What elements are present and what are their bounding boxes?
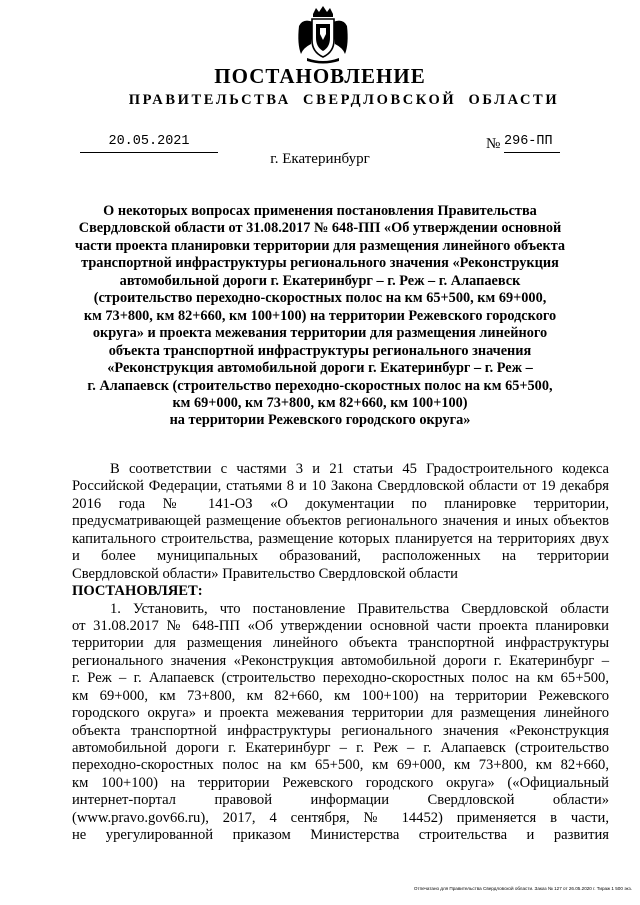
body-line: предусматривающей размещение объектов регионального значения и иных объектов [72, 513, 609, 530]
subject-line: «Реконструкция автомобильной дороги г. Екатеринбург – г. Реж – [107, 360, 533, 377]
subject-line: Свердловской области от 31.08.2017 № 648-ПП «Об утверждении основной [78, 220, 562, 237]
number-sign: № [486, 136, 501, 152]
subject-line: О некоторых вопросах применения постановления Правительства [103, 203, 537, 219]
subject-line: (строительство переходно-скоростных полос на км 65+500, км 69+000, [93, 290, 547, 307]
document-title: ПОСТАНОВЛЕНИЕ [214, 64, 426, 88]
body-line: км 100+100) на территории Режевского городского округа» («Официальный [72, 774, 609, 791]
document-subject [0, 203, 640, 430]
body-line: г. Реж – г. Алапаевск (строительство переходно-скоростных полос на км 65+500, [72, 670, 609, 687]
subject-line: округа» и проекта межевания территории для размещения линейного [92, 325, 548, 342]
body-line: автомобильной дороги г. Екатеринбург – г. Реж – г. Алапаевск (строительство [72, 740, 609, 756]
body-line: регионального значения «Реконструкция автомобильной дороги г. Екатеринбург – [72, 652, 609, 669]
body-line: не урегулированной приказом Министерства строительства и развития [72, 827, 609, 844]
subject-line: объекта транспортной инфраструктуры регионального значения [108, 342, 532, 359]
body-line: интернет-портал правовой информации Свердловской области» [72, 792, 609, 809]
subject-line: автомобильной дороги г. Екатеринбург – г. Реж – г. Алапаевск [119, 272, 521, 289]
subject-line: г. Алапаевск (строительство переходно-скоростных полос на км 65+500, [87, 377, 553, 394]
body-line: (www.pravo.gov66.ru), 2017, 4 сентября, № 14452) применяется в части, [72, 809, 609, 826]
body-line: и более муниципальных образований, расположенных на территории [72, 548, 609, 565]
document-date: 20.05.2021 [80, 134, 218, 153]
body-line: капитального строительства, размещение которых планируется на территориях двух [72, 530, 609, 547]
sverdlovsk-coat-of-arms-icon [295, 4, 351, 64]
body-line: 1. Установить, что постановление Правительства Свердловской области [110, 600, 609, 617]
body-line: объекта транспортной инфраструктуры регионального значения «Реконструкция [72, 722, 609, 739]
resolution-heading: ПОСТАНОВЛЯЕТ: [72, 583, 203, 600]
body-line: переходно-скоростных полос на км 65+500, км 69+000, км 73+800, км 82+660, [72, 757, 609, 774]
document-issuer: ПРАВИТЕЛЬСТВА СВЕРДЛОВСКОЙ ОБЛАСТИ [128, 92, 560, 108]
body-line: км 69+000, км 73+800, км 82+660, км 100+100) на территории Режевского [72, 687, 609, 704]
subject-line: части проекта планировки территории для размещения линейного объекта [74, 237, 566, 254]
body-line: В соответствии с частями 3 и 21 статьи 45 Градостроительного кодекса [110, 461, 609, 477]
body-line: городского округа» и проекта межевания территории для размещения линейного [72, 705, 609, 722]
body-line: 2016 года № 141-ОЗ «О документации по планировке территории, [72, 495, 609, 512]
body-line: Свердловской области» Правительство Свердловской области [72, 565, 458, 582]
body-line: Российской Федерации, статьями 8 и 10 Закона Свердловской области от 19 декабря [72, 478, 609, 495]
document-city: г. Екатеринбург [270, 151, 370, 167]
print-note: Отпечатано для Правительства Свердловской области. Заказ № 127 от 26.05.2020 г. Тираж 1 500 экз. [413, 886, 632, 891]
document-number: 296-ПП [504, 134, 560, 153]
subject-line: транспортной инфраструктуры регионального значения «Реконструкция [81, 255, 559, 272]
subject-line: на территории Режевского городского округа» [169, 412, 471, 429]
body-line: территории для размещения линейного объекта транспортной инфраструктуры [72, 635, 609, 652]
subject-line: км 69+000, км 73+800, км 82+660, км 100+100) [172, 394, 468, 411]
document-body [72, 461, 609, 845]
subject-line: км 73+800, км 82+660, км 100+100) на территории Режевского городского [83, 307, 557, 324]
body-line: от 31.08.2017 № 648-ПП «Об утверждении основной части проекта планировки [72, 617, 609, 634]
